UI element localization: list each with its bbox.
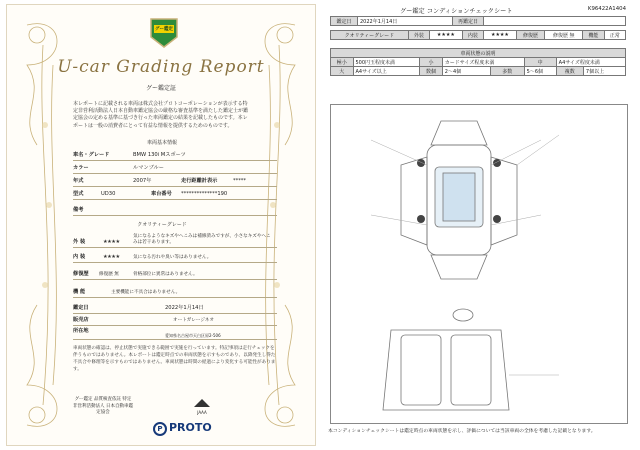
model-value: BMW 130i Mスポーツ	[133, 152, 186, 158]
sheet-interior-stars: ★★★★	[484, 31, 517, 40]
legend-cell: 5～6個	[524, 67, 556, 76]
year-row	[73, 174, 277, 187]
sheet-footer: 本コンディションチェックシートは鑑定時点の車両状態を示し、評価については当該車両の全体を考慮した記載となります。	[328, 429, 596, 434]
exterior-label: 外 装	[73, 239, 86, 245]
address-value: 愛知県名古屋市天白区原2-506	[165, 333, 221, 338]
color-value: ルマンブルー	[133, 165, 164, 171]
address-label: 所在地	[73, 328, 89, 334]
legend-cell: 7個以上	[583, 67, 625, 76]
proto-mark-icon: P	[153, 422, 167, 436]
jaaa-logo	[187, 397, 217, 415]
mileage-label: 走行距離計表示	[181, 178, 218, 184]
sheet-function-label: 機能	[583, 31, 604, 40]
sheet-date-table	[330, 16, 626, 26]
vin-value: **************190	[181, 191, 228, 197]
mileage-value: *****	[233, 178, 246, 184]
certificate-footer: グー鑑定 品質検査依託 特定非営利活動法人 日本自動車鑑定協会	[73, 397, 133, 415]
date-value: 2022年1月14日	[358, 17, 453, 26]
sheet-repair-label: 修復歴	[516, 31, 545, 40]
certificate-intro: 本レポートに記載される車両は株式会社プロトコーポレーションが表示する特定非営利活動法人日本自動車鑑定協会の厳格な審査基準を満たした鑑定士が鑑定協会の定める基準に基づき行った車両鑑定の結果を記載したものです。本レポートは一般の消費者にとって有益な情報を提供するためのものです。	[73, 101, 249, 129]
legend-cell: 数個	[420, 67, 443, 76]
quality-section-heading: クオリティーグレード	[137, 222, 187, 228]
year-label: 年式	[73, 178, 84, 184]
type-label: 型式	[73, 191, 84, 197]
jaaa-mark-icon	[192, 397, 212, 409]
mechanical-value: 主要機能に不具合はありません。	[111, 290, 181, 295]
goo-kantei-logo	[147, 15, 181, 49]
proto-text: PROTO	[169, 421, 212, 434]
recheck-label: 再鑑定日	[453, 17, 484, 26]
sheet-exterior-stars: ★★★★	[430, 31, 463, 40]
mechanical-label: 機 能	[73, 289, 86, 295]
interior-row	[73, 250, 277, 263]
repair-text: 骨格部位に異常はありません。	[133, 272, 198, 277]
legend-title: 車両状態の説明	[331, 49, 626, 58]
mechanical-row	[73, 285, 277, 298]
legend-cell: 2～4個	[442, 67, 490, 76]
date-label: 鑑定日	[331, 17, 358, 26]
sheet-function-value: 正常	[604, 31, 625, 40]
sheet-title: グー鑑定 コンディションチェックシート	[400, 8, 513, 15]
color-label: カラー	[73, 165, 89, 171]
interior-label: 内 装	[73, 254, 86, 260]
sheet-code: K96422A1404	[587, 6, 626, 12]
certificate-title: U-car Grading Report	[57, 57, 265, 77]
legend-cell: 中	[524, 58, 556, 67]
vin-label: 車台番号	[151, 191, 172, 197]
type-value: UD30	[101, 191, 116, 197]
sheet-interior-label: 内装	[462, 31, 483, 40]
type-row	[73, 187, 277, 200]
sheet-exterior-label: 外装	[408, 31, 429, 40]
car-outline-diagram	[331, 105, 627, 423]
legend-cell: 500円玉程度未満	[353, 58, 420, 67]
inspection-date-value: 2022年1月14日	[165, 305, 204, 311]
legend-cell: 多数	[490, 67, 524, 76]
inspection-date-label: 鑑定日	[73, 305, 89, 311]
legend-cell: A4サイズ程度未満	[556, 58, 625, 67]
model-row	[73, 148, 277, 161]
interior-text: 気になる汚れや臭い等はありません。	[133, 255, 212, 260]
remarks-label: 備考	[73, 207, 84, 213]
certificate-subtitle: グー鑑定証	[145, 85, 176, 92]
year-value: 2007年	[133, 178, 152, 184]
legend-cell: 大	[331, 67, 354, 76]
legend-cell: 極小	[331, 58, 354, 67]
grading-certificate	[6, 4, 316, 446]
grade-label: クオリティーグレード	[331, 31, 409, 40]
proto-logo	[153, 421, 212, 436]
exterior-stars: ★★★★	[103, 239, 120, 245]
address-row	[73, 325, 277, 340]
recheck-value	[484, 17, 626, 26]
store-label: 販売店	[73, 317, 89, 323]
legend-cell: A4サイズ以上	[353, 67, 420, 76]
vehicle-section-heading: 車両基本情報	[146, 140, 177, 146]
legend-cell: 小	[420, 58, 443, 67]
legend-cell: カードサイズ程度未満	[442, 58, 524, 67]
repair-row	[73, 267, 277, 280]
sheet-grade-table	[330, 30, 626, 40]
remarks-row	[73, 203, 277, 216]
legend-table	[330, 48, 626, 76]
logo-text: グー鑑定	[155, 27, 173, 32]
repair-value: 修復歴 無	[99, 272, 119, 277]
exterior-text: 気になるようなキズやへこみは補修済みですが、小さなキズやへこみは若干あります。	[133, 234, 271, 245]
damage-diagram	[330, 104, 628, 424]
exterior-row	[73, 231, 277, 248]
model-label: 車名・グレード	[73, 152, 110, 158]
repair-label: 修復歴	[73, 271, 89, 277]
store-value: オートガレージネオ	[173, 318, 214, 323]
color-row	[73, 161, 277, 174]
sheet-repair-value: 修復歴 無	[545, 31, 583, 40]
jaaa-text: JAAA	[197, 410, 207, 415]
condition-check-sheet	[320, 4, 634, 444]
certificate-notes: 車両状態の確認は、停止状態で実施できる範囲で実施を行っています。特記事項は走行チェックを伴うものではありません。本レポートは鑑定時点での車両状態を示すものであり、以降発生し得た不具合や修理等を示すものではありません。車両状態は時間の経過により変化する可能性があります。	[73, 346, 276, 372]
legend-cell: 複数	[556, 67, 583, 76]
interior-stars: ★★★★	[103, 254, 120, 260]
